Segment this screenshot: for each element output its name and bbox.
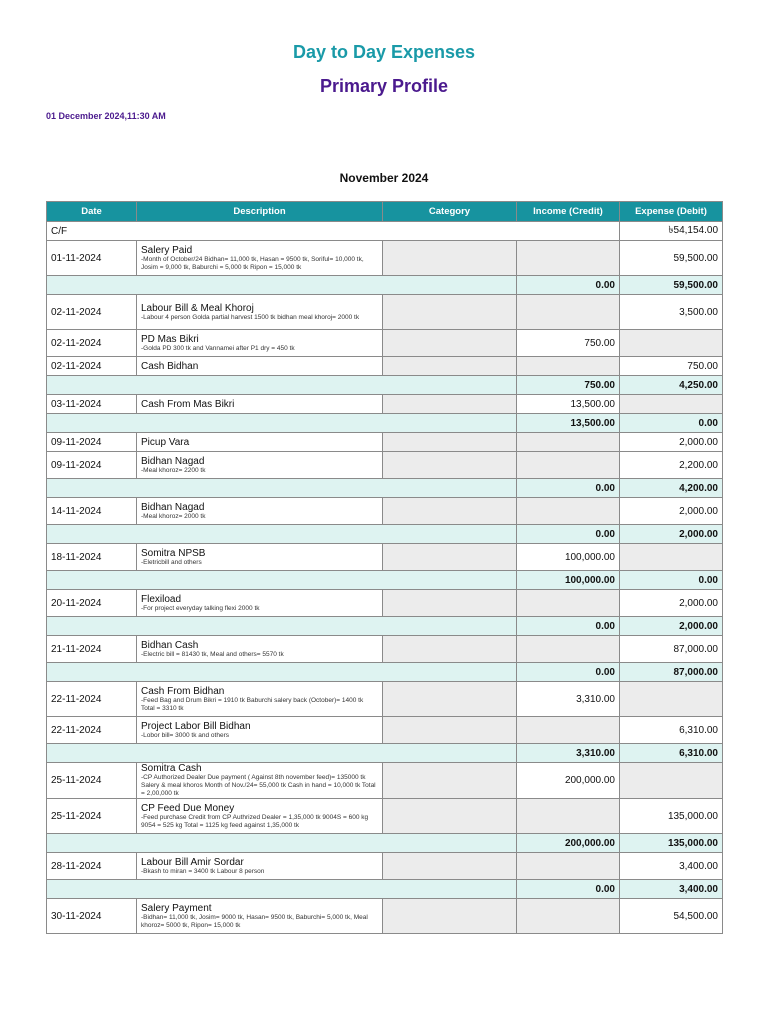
subtotal-income: 0.00 <box>517 276 620 295</box>
entry-description <box>137 395 383 414</box>
subtotal-expense: 0.00 <box>620 414 723 433</box>
entry-expense: 3,500.00 <box>620 295 723 330</box>
entry-expense <box>620 682 723 717</box>
column-header-description: Description <box>137 202 383 222</box>
entry-expense: 135,000.00 <box>620 799 723 834</box>
subtotal-spacer <box>47 479 517 498</box>
entry-description <box>137 636 383 663</box>
entry-date: 30-11-2024 <box>47 899 137 934</box>
entry-category <box>383 452 517 479</box>
subtotal-expense: 4,200.00 <box>620 479 723 498</box>
entry-note: -Eletricbill and others <box>141 558 202 566</box>
report-month: November 2024 <box>339 171 429 185</box>
subtotal-expense: 135,000.00 <box>620 834 723 853</box>
subtotal-spacer <box>47 276 517 295</box>
entry-date: 25-11-2024 <box>47 763 137 799</box>
entry-note: -Meal khoroz= 2200 tk <box>141 466 206 474</box>
entry-description <box>137 544 383 571</box>
table-row <box>47 682 723 717</box>
table-row <box>47 395 723 414</box>
entry-title: Bidhan Nagad <box>141 455 205 467</box>
entry-note: -Feed purchase Credit from CP Authrized Dealer = 1,35,000 tk 9004S = 600 kg 9054 = 525 kg Total = 1125 kg feed against 1,35,000 tk <box>141 813 369 829</box>
subtotal-spacer <box>47 834 517 853</box>
entry-description <box>137 452 383 479</box>
entry-income: 3,310.00 <box>517 682 620 717</box>
entry-description <box>137 330 383 357</box>
entry-income: 100,000.00 <box>517 544 620 571</box>
entry-title: Somitra Cash <box>141 763 202 774</box>
subtotal-spacer <box>47 571 517 590</box>
entry-expense: 6,310.00 <box>620 717 723 744</box>
entry-expense <box>620 544 723 571</box>
table-row <box>47 433 723 452</box>
entry-title: Salery Paid <box>141 244 193 256</box>
entry-title: Flexiload <box>141 593 182 605</box>
entry-date: 28-11-2024 <box>47 853 137 880</box>
subtotal-expense: 4,250.00 <box>620 376 723 395</box>
entry-category <box>383 763 517 799</box>
table-row <box>47 357 723 376</box>
entry-title: PD Mas Bikri <box>141 333 199 345</box>
entry-expense: 54,500.00 <box>620 899 723 934</box>
carry-forward-expense: ৳54,154.00 <box>620 222 723 241</box>
subtotal-income: 0.00 <box>517 880 620 899</box>
entry-date: 01-11-2024 <box>47 241 137 276</box>
entry-income <box>517 636 620 663</box>
entry-expense: 2,000.00 <box>620 433 723 452</box>
table-row <box>47 452 723 479</box>
entry-description <box>137 241 383 276</box>
entry-income <box>517 590 620 617</box>
subtotal-expense: 6,310.00 <box>620 744 723 763</box>
entry-title: Labour Bill & Meal Khoroj <box>141 302 254 314</box>
subtotal-income: 100,000.00 <box>517 571 620 590</box>
table-row <box>47 636 723 663</box>
subtotal-row <box>47 617 723 636</box>
table-row <box>47 899 723 934</box>
entry-date: 21-11-2024 <box>47 636 137 663</box>
subtotal-expense: 2,000.00 <box>620 617 723 636</box>
entry-note: -Meal khoroz= 2000 tk <box>141 512 206 520</box>
carry-forward-row <box>47 222 723 241</box>
subtotal-row <box>47 571 723 590</box>
subtotal-spacer <box>47 880 517 899</box>
entry-note: -Bkash to miran = 3400 tk Labour 8 person <box>141 867 265 875</box>
table-row <box>47 241 723 276</box>
entry-date: 02-11-2024 <box>47 330 137 357</box>
entry-date: 22-11-2024 <box>47 682 137 717</box>
table-row <box>47 590 723 617</box>
entry-date: 25-11-2024 <box>47 799 137 834</box>
entry-description <box>137 295 383 330</box>
table-header-row <box>47 202 723 222</box>
table-row <box>47 799 723 834</box>
subtotal-expense: 0.00 <box>620 571 723 590</box>
entry-expense: 87,000.00 <box>620 636 723 663</box>
column-header-date: Date <box>47 202 137 222</box>
entry-category <box>383 590 517 617</box>
subtotal-expense: 59,500.00 <box>620 276 723 295</box>
table-row <box>47 717 723 744</box>
subtotal-income: 0.00 <box>517 479 620 498</box>
entry-date: 02-11-2024 <box>47 357 137 376</box>
entry-expense: 2,000.00 <box>620 590 723 617</box>
entry-income <box>517 433 620 452</box>
entry-description <box>137 357 383 376</box>
entry-income <box>517 799 620 834</box>
entry-title: Bidhan Nagad <box>141 501 205 513</box>
subtotal-row <box>47 414 723 433</box>
table-row <box>47 498 723 525</box>
table-row <box>47 330 723 357</box>
entry-description <box>137 717 383 744</box>
subtotal-row <box>47 525 723 544</box>
subtotal-row <box>47 663 723 682</box>
table-row <box>47 763 723 799</box>
entry-description <box>137 899 383 934</box>
entry-note: -Labour 4 person Golda partial harvest 1500 tk bidhan meal khoroj= 2000 tk <box>141 313 360 321</box>
subtotal-spacer <box>47 376 517 395</box>
page-title: Day to Day Expenses <box>292 42 476 62</box>
entry-title: Cash Bidhan <box>141 360 199 372</box>
entry-title: Labour Bill Amir Sordar <box>141 856 244 868</box>
entry-title: Cash From Mas Bikri <box>141 398 235 410</box>
entry-description <box>137 763 383 799</box>
subtotal-expense: 2,000.00 <box>620 525 723 544</box>
entry-title: Somitra NPSB <box>141 547 206 559</box>
entry-income <box>517 717 620 744</box>
entry-expense <box>620 395 723 414</box>
entry-date: 03-11-2024 <box>47 395 137 414</box>
table-row <box>47 853 723 880</box>
subtotal-spacer <box>47 525 517 544</box>
entry-expense: 2,000.00 <box>620 498 723 525</box>
entry-category <box>383 899 517 934</box>
profile-subtitle: Primary Profile <box>319 76 449 96</box>
subtotal-income: 200,000.00 <box>517 834 620 853</box>
entry-note: -For project everyday talking flexi 2000 tk <box>141 604 260 612</box>
entry-description <box>137 498 383 525</box>
column-header-category: Category <box>383 202 517 222</box>
entry-category <box>383 295 517 330</box>
entry-category <box>383 433 517 452</box>
entry-category <box>383 330 517 357</box>
subtotal-income: 750.00 <box>517 376 620 395</box>
entry-category <box>383 498 517 525</box>
entry-note: -Bidhan= 11,000 tk, Josim= 9000 tk, Hasan= 9500 tk, Baburchi= 5,000 tk, Meal khoroz= 5000 tk, Ripon= 15,000 tk <box>141 913 368 929</box>
entry-expense <box>620 330 723 357</box>
entry-expense: 59,500.00 <box>620 241 723 276</box>
entry-title: Project Labor Bill Bidhan <box>141 720 251 732</box>
entry-description <box>137 799 383 834</box>
entry-description <box>137 682 383 717</box>
entry-category <box>383 853 517 880</box>
entry-date: 22-11-2024 <box>47 717 137 744</box>
entry-date: 09-11-2024 <box>47 433 137 452</box>
entry-description <box>137 590 383 617</box>
entry-income <box>517 498 620 525</box>
subtotal-expense: 87,000.00 <box>620 663 723 682</box>
entry-note: -Golda PD 300 tk and Vannamei after P1 dry = 450 tk <box>141 344 295 352</box>
entry-expense: 2,200.00 <box>620 452 723 479</box>
entry-income: 200,000.00 <box>517 763 620 799</box>
entry-expense: 3,400.00 <box>620 853 723 880</box>
subtotal-spacer <box>47 617 517 636</box>
entry-title: Salery Payment <box>141 902 212 914</box>
entry-income <box>517 899 620 934</box>
entry-category <box>383 717 517 744</box>
entry-description <box>137 853 383 880</box>
entry-category <box>383 544 517 571</box>
column-header-expense: Expense (Debit) <box>620 202 723 222</box>
entry-date: 14-11-2024 <box>47 498 137 525</box>
entry-title: Picup Vara <box>141 436 190 448</box>
entry-note: -Electric bill = 81430 tk, Meal and others= 5570 tk <box>141 650 284 658</box>
carry-forward-label: C/F <box>47 222 620 241</box>
ledger-body <box>47 222 723 934</box>
subtotal-expense: 3,400.00 <box>620 880 723 899</box>
subtotal-row <box>47 376 723 395</box>
entry-note: -Lobor bill= 3000 tk and others <box>141 731 229 739</box>
entry-category <box>383 395 517 414</box>
subtotal-spacer <box>47 663 517 682</box>
entry-note: -Feed Bag and Drum Bikri = 1910 tk Baburchi salery back (October)= 1400 tk Total = 3310 tk <box>141 696 364 712</box>
entry-note: -Month of October/24 Bidhan= 11,000 tk, Hasan = 9500 tk, Soriful= 10,000 tk, Josim = 9,000 tk, Baburchi = 5,000 tk Ripon = 15,000 tk <box>141 255 364 271</box>
entry-note: -CP Authorized Dealer Due payment ( Against 8th november feed)= 135000 tk Salery & meal khoros Month of Nov./24= 55,000 tk Cash in hand = 10,000 tk Total = 2,00,000 tk <box>141 774 376 797</box>
entry-income: 750.00 <box>517 330 620 357</box>
entry-category <box>383 241 517 276</box>
subtotal-income: 0.00 <box>517 525 620 544</box>
subtotal-row <box>47 744 723 763</box>
entry-category <box>383 799 517 834</box>
entry-date: 02-11-2024 <box>47 295 137 330</box>
entry-title: CP Feed Due Money <box>141 802 235 814</box>
entry-date: 18-11-2024 <box>47 544 137 571</box>
entry-income <box>517 357 620 376</box>
expense-ledger-table <box>46 201 723 934</box>
entry-category <box>383 357 517 376</box>
entry-expense <box>620 763 723 799</box>
subtotal-row <box>47 276 723 295</box>
entry-date: 09-11-2024 <box>47 452 137 479</box>
subtotal-income: 0.00 <box>517 617 620 636</box>
entry-income: 13,500.00 <box>517 395 620 414</box>
subtotal-row <box>47 834 723 853</box>
subtotal-spacer <box>47 744 517 763</box>
subtotal-row <box>47 880 723 899</box>
entry-category <box>383 682 517 717</box>
table-row <box>47 295 723 330</box>
entry-date: 20-11-2024 <box>47 590 137 617</box>
entry-title: Cash From Bidhan <box>141 685 225 697</box>
entry-income <box>517 295 620 330</box>
entry-title: Bidhan Cash <box>141 639 199 651</box>
entry-income <box>517 452 620 479</box>
report-timestamp: 01 December 2024,11:30 AM <box>46 111 166 121</box>
entry-income <box>517 241 620 276</box>
entry-category <box>383 636 517 663</box>
subtotal-income: 3,310.00 <box>517 744 620 763</box>
entry-income <box>517 853 620 880</box>
column-header-income: Income (Credit) <box>517 202 620 222</box>
subtotal-row <box>47 479 723 498</box>
subtotal-spacer <box>47 414 517 433</box>
entry-expense: 750.00 <box>620 357 723 376</box>
subtotal-income: 0.00 <box>517 663 620 682</box>
table-row <box>47 544 723 571</box>
subtotal-income: 13,500.00 <box>517 414 620 433</box>
entry-description <box>137 433 383 452</box>
